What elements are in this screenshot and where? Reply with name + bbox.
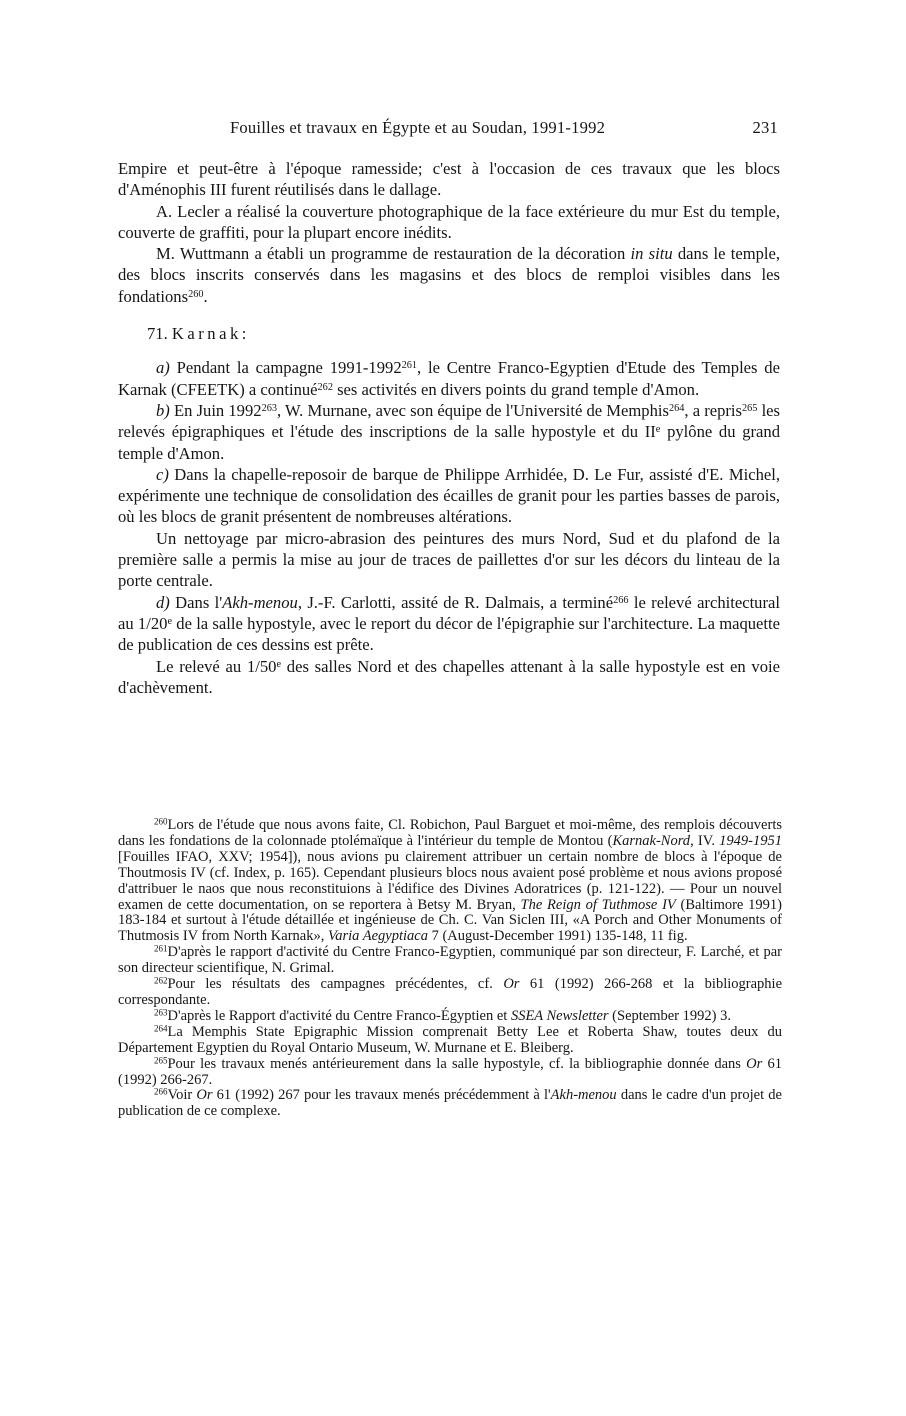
section-title: Karnak	[171, 324, 242, 344]
paragraph-empire: Empire et peut-être à l'époque ramesside; c'est à l'occasion de ces travaux que les blocs d'Aménophis III furent réutilisés dans le dallage.	[118, 159, 780, 200]
footnote-260: $^{260}$Lors de l'étude que nous avons faite, Cl. Robichon, Paul Barguet et moi-même, des remplois découverts dans les fondations de la colonnade ptolémaïque à l'intérieur du temple de Montou (Karnak-Nord, IV. 1949-1951 [Fouilles IFAO, XXV; 1954]), nous avions pu clairement attribuer un certain nombre de blocs à l'époque de Thoutmosis IV (cf. Index, p. 165). Cependant plusieurs blocs nous avaient posé problème et nous avions proposé d'attribuer le naos que nous reconstituions à l'édifice des Divines Adoratrices (p. 121-122). — Pour un nouvel examen de cette documentation, on se reportera à Betsy M. Bryan, The Reign of Tuthmose IV (Baltimore 1991) 183-184 et surtout à l'étude détaillée et ingénieuse de Ch. C. Van Siclen III, «A Porch and Other Monuments of Thutmosis IV from North Karnak», Varia Aegyptiaca 7 (August-December 1991) 135-148, 11 fig.	[118, 816, 782, 945]
footnote-number: 260	[154, 816, 168, 827]
footnote-261: $^{261}$D'après le rapport d'activité du Centre Franco-Egyptien, communiqué par son directeur, F. Larché, et par son directeur scientifique, N. Grimal.	[118, 943, 782, 977]
footnote-ref-263[interactable]: 263	[261, 402, 277, 414]
running-title: Fouilles et travaux en Égypte et au Soudan, 1991-1992	[230, 118, 606, 137]
paragraph-b: b) En Juin 1992$^{263}$, W. Murnane, avec son équipe de l'Université de Memphis$^{264}$, a repris$^{265}$ les relevés épigraphiques et l'étude des inscriptions de la salle hypostyle et du IIe pylône du grand temple d'Amon.	[118, 400, 781, 463]
paragraph-c: c) Dans la chapelle-reposoir de barque de Philippe Arrhidée, D. Le Fur, assisté d'E. Michel, expérimente une technique de consolidation des écailles de granit pour les parties basses de parois, où les blocs de granit présentent de nombreuses altérations.	[118, 464, 780, 527]
section-number: 71.	[147, 324, 168, 344]
footnote-ref-260[interactable]: 260	[188, 288, 204, 300]
running-header	[118, 118, 786, 142]
page-number: 231	[752, 118, 778, 137]
paragraph-wuttmann: M. Wuttmann a établi un programme de restauration de la décoration in situ dans le temple, des blocs inscrits conservés dans les magasins et des blocs de remploi visibles dans les fondations$^{260}$.	[118, 244, 781, 306]
footnote-ref-261[interactable]: 261	[401, 360, 418, 372]
paragraph-lecler: A. Lecler a réalisé la couverture photographique de la face extérieure du mur Est du temple, couverte de graffiti, pour la plupart encore inédits.	[118, 201, 780, 242]
footnote-number: 264	[154, 1023, 168, 1034]
footnote-ref-265[interactable]: 265	[742, 402, 758, 414]
footnote-number: 262	[154, 975, 168, 986]
footnote-262: $^{262}$Pour les résultats des campagnes précédentes, cf. Or 61 (1992) 266-268 et la bibliographie correspondante.	[118, 975, 783, 1008]
footnote-ref-262[interactable]: 262	[317, 381, 333, 393]
paragraph-micro-abrasion: Un nettoyage par micro-abrasion des peintures des murs Nord, Sud et du plafond de la première salle a permis la mise au jour de traces de paillettes d'or sur les décors du linteau de la porte centrale.	[118, 528, 780, 591]
paragraph-releve: Le relevé au 1/50e des salles Nord et des chapelles attenant à la salle hypostyle est en voie d'achèvement.	[118, 656, 780, 697]
footnote-264: $^{264}$La Memphis State Epigraphic Mission comprenait Betty Lee et Roberta Shaw, toutes deux du Département Egyptien du Royal Ontario Museum, W. Murnane et E. Bleiberg.	[118, 1023, 782, 1056]
section-heading-karnak: 71. Karnak:	[147, 324, 247, 344]
footnote-number: 265	[154, 1055, 168, 1066]
footnote-ref-266[interactable]: 266	[613, 594, 629, 606]
paragraph-a: a) Pendant la campagne 1991-1992$^{261}$, le Centre Franco-Egyptien d'Etude des Temples de Karnak (CFEETK) a continué$^{262}$ ses activités en divers points du grand temple d'Amon.	[118, 358, 780, 399]
footnote-number: 263	[154, 1007, 168, 1018]
footnotes	[118, 818, 782, 1120]
paragraph-d: d) Dans l'Akh-menou, J.-F. Carlotti, assité de R. Dalmais, a terminé$^{266}$ le relevé architectural au 1/20e de la salle hypostyle, avec le report du décor de l'épigraphie sur l'architecture. La maquette de publication de ces dessins est prête.	[118, 592, 781, 655]
footnote-265: $^{265}$Pour les travaux menés antérieurement dans la salle hypostyle, cf. la bibliographie donnée dans Or 61 (1992) 266-267.	[118, 1055, 783, 1088]
footnote-number: 266	[154, 1086, 168, 1097]
footnote-number: 261	[154, 943, 168, 954]
main-text	[118, 158, 780, 698]
footnote-266: $^{266}$Voir Or 61 (1992) 267 pour les travaux menés précédemment à l'Akh-menou dans le cadre d'un projet de publication de ce complexe.	[118, 1086, 782, 1120]
footnote-263: $^{263}$D'après le Rapport d'activité du Centre Franco-Égyptien et SSEA Newsletter (September 1992) 3.	[154, 1007, 731, 1024]
footnote-ref-264[interactable]: 264	[668, 402, 685, 414]
